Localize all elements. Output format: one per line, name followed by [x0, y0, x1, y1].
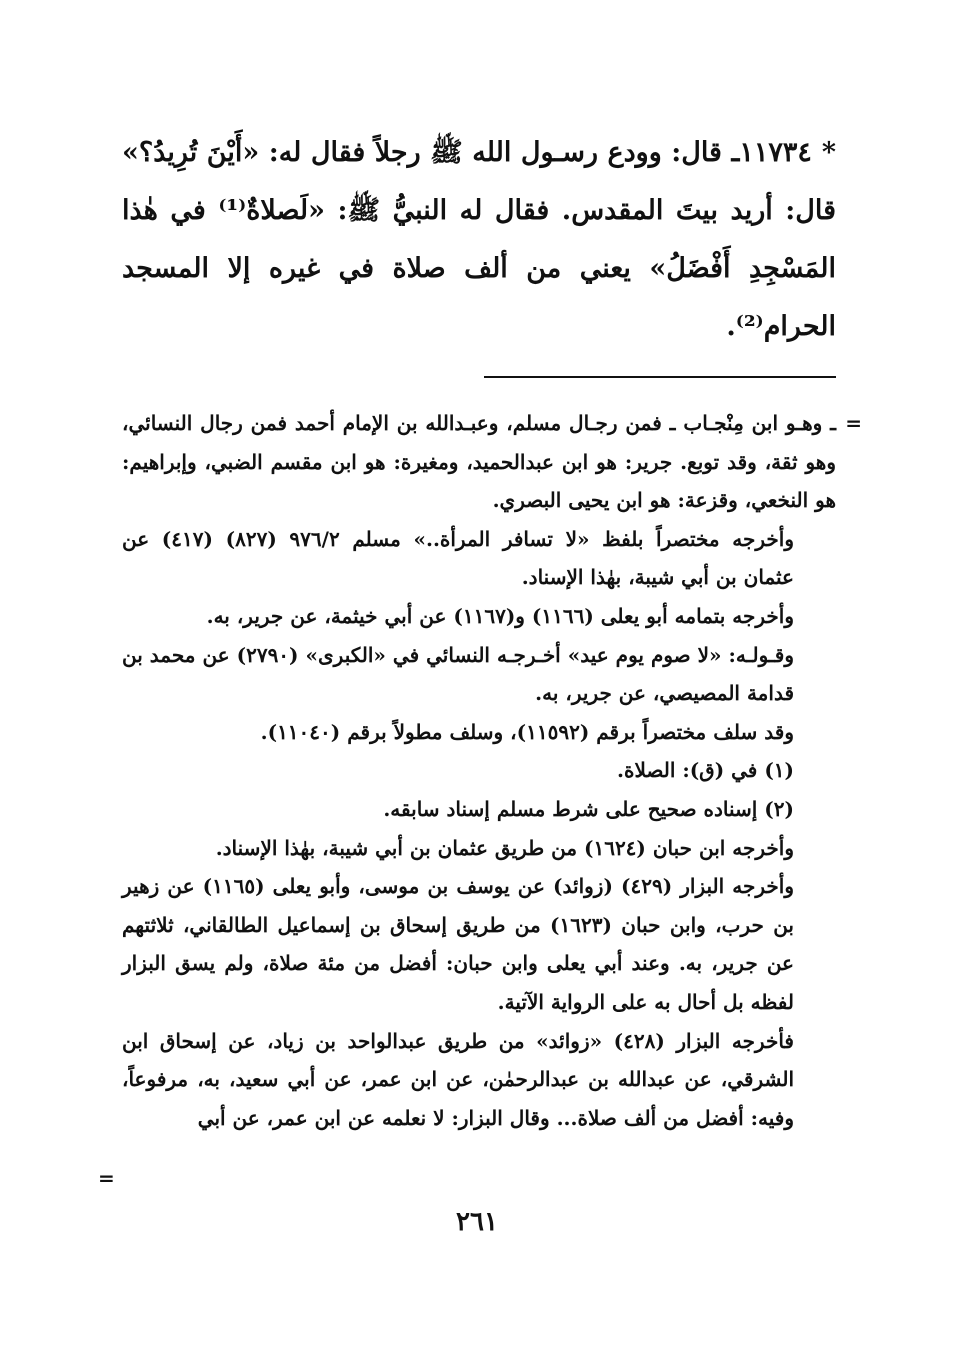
footnote-separator — [484, 376, 836, 378]
footnote-1: (١) في (ق): الصلاة. — [617, 758, 794, 783]
hadith-paragraph — [122, 124, 836, 356]
hadith-body: ١١٧٣٤ـ قال: وودع رسـول الله ﷺ رجلاً فقال له: «أَيْنَ تُرِيدُ؟» قال: أريد بيتَ المقدس. فقال له النبيُّ ﷺ: «لَصلاةٌ⁽¹⁾ في هٰذا المَسْجِدِ أَفْضَلُ» يعني من ألف صلاة في غيره إلا المسجد الحرام⁽²⁾. — [122, 137, 836, 342]
continuation-mark-start: = — [845, 411, 862, 435]
page-number: ٢٦١ — [456, 1207, 498, 1237]
footnote-paragraph: وأخرجه بتمامه أبو يعلى (١١٦٦) و(١١٦٧) عن أبي خيثمة، عن جرير، به. — [206, 603, 794, 628]
footnotes — [122, 404, 836, 1137]
footnote-paragraph: ـ وهـو ابن مِنْجـاب ـ فمن رجـال مسلم، وعبـدالله بن الإمام أحمد فمن رجال النسائي، وهو ثقة، وقد توبع. جرير: هو ابن عبدالحميد، ومغيرة: هو ابن مقسم الضبي، وإبراهيم: هو النخعي، وقزعة: هو ابن يحيى البصري. — [122, 411, 836, 513]
asterisk-icon: * — [821, 137, 836, 168]
hadith-text — [122, 124, 836, 356]
continuation-mark-end: = — [98, 1166, 115, 1190]
footnote-paragraph: وقـولـه: «لا صوم يوم عيد» أخـرجـه النسائي في «الكبرى» (٢٧٩٠) عن محمد بن قدامة المصيصي، عن جرير، به. — [122, 642, 795, 706]
footnote-paragraph: وقد سلف مختصراً برقم (١١٥٩٢)، وسلف مطولاً برقم (١١٠٤٠). — [260, 719, 794, 744]
footnote-paragraph: وأخرجه مختصراً بلفظ «لا تسافر المرأة..» مسلم ٩٧٦/٢ (٨٢٧) (٤١٧) عن عثمان بن أبي شيبة، بهٰذا الإسناد. — [122, 526, 794, 590]
footnote-paragraph: وأخرجه ابن حبان (١٦٢٤) من طريق عثمان بن أبي شيبة، بهٰذا الإسناد. — [215, 835, 794, 860]
footnote-paragraph: وأخرجه البزار (٤٢٩) (زوائد) عن يوسف بن موسى، وأبو يعلى (١١٦٥) عن زهير بن حرب، وابن حبان (١٦٢٣) من طريق إسحاق بن إسماعيل الطالقاني، ثلاثتهم عن جرير، به. وعند أبي يعلى وابن حبان: أفضل من مئة صلاة، ولم يسق البزار لفظه بل أحال به على الرواية الآتية. — [122, 874, 794, 1014]
footnote-paragraph: فأخرجه البزار (٤٢٨) «زوائد» من طريق عبدالواحد بن زياد، عن إسحاق ابن الشرقي، عن عبدالله بن عبدالرحمٰن، عن ابن عمر، عن أبي سعيد، به، مرفوعاً، وفيه: أفضل من ألف صلاة... وقال البزار: لا نعلمه عن ابن عمر، عن أبي — [122, 1028, 794, 1130]
footnote-2: (٢) إسناده صحيح على شرط مسلم إسناد سابقه. — [383, 796, 794, 821]
